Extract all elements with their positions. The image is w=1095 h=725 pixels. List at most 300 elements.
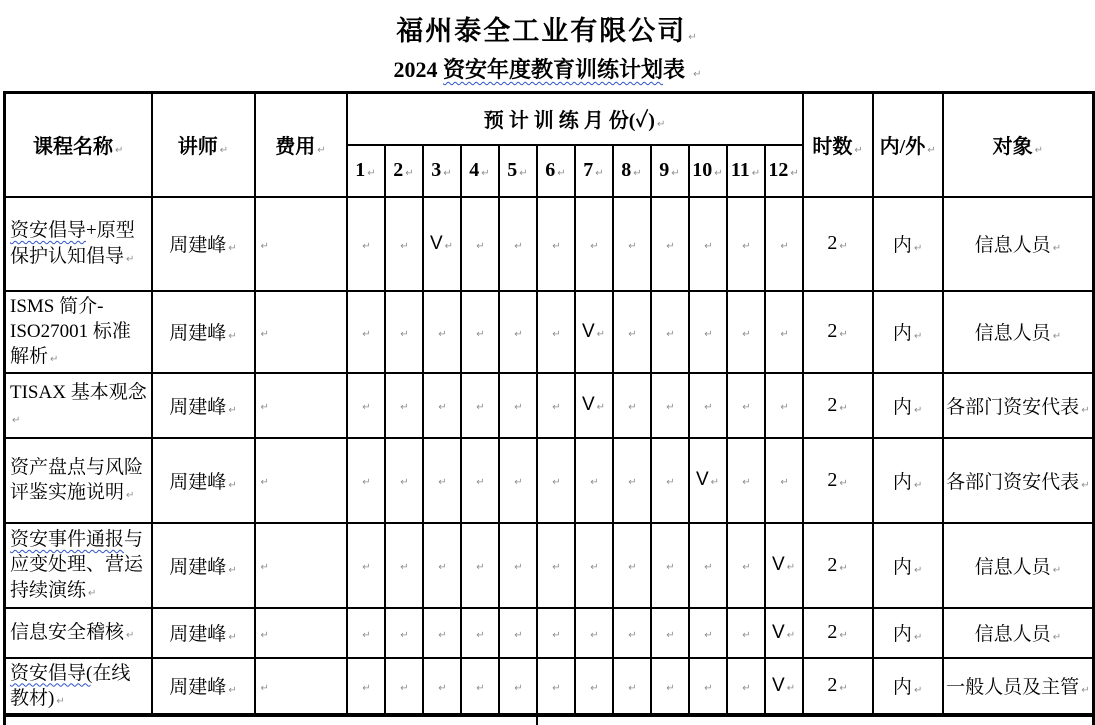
- paragraph-mark: ↵: [228, 564, 237, 576]
- paragraph-mark: ↵: [228, 685, 237, 697]
- paragraph-mark: ↵: [633, 168, 642, 179]
- col-header-hours-label: 时数: [812, 136, 853, 159]
- paragraph-mark: ↵: [1052, 331, 1062, 342]
- paragraph-mark: ↵: [742, 682, 751, 694]
- month-cell-6: [537, 658, 575, 716]
- paragraph-mark: ↵: [628, 402, 637, 413]
- paragraph-mark: ↵: [260, 240, 269, 252]
- paragraph-mark: ↵: [714, 168, 723, 179]
- month-cell-7: [575, 608, 613, 658]
- training-plan-table: [3, 91, 1095, 725]
- month-cell-6: [537, 197, 575, 291]
- paragraph-mark: ↵: [400, 629, 409, 641]
- month-number-label: 10: [692, 159, 713, 181]
- month-cell-9: [651, 291, 689, 373]
- paragraph-mark: ↵: [839, 477, 848, 489]
- col-header-course-label: 课程名称: [33, 136, 114, 159]
- hours-value: 2: [827, 468, 838, 491]
- month-cell-1: [347, 658, 385, 716]
- target-value: 信息人员: [974, 624, 1051, 645]
- course-text: 资产盘点与风险评鉴实施说明: [10, 456, 144, 503]
- col-header-instructor-label: 讲师: [177, 136, 218, 159]
- paragraph-mark: ↵: [913, 243, 923, 254]
- table-row: [5, 608, 1094, 658]
- paragraph-mark: ↵: [628, 477, 637, 488]
- paragraph-mark: ↵: [438, 682, 447, 694]
- col-header-month-12: [765, 145, 803, 197]
- paragraph-mark: ↵: [557, 168, 566, 179]
- month-cell-10: [689, 438, 727, 523]
- col-header-month-9: [651, 145, 689, 197]
- paragraph-mark: ↵: [742, 328, 751, 340]
- course-text: ISMS 简介-ISO27001 标准解析: [10, 295, 131, 368]
- next-section-cell-right: [537, 715, 1094, 725]
- paragraph-mark: ↵: [786, 682, 796, 694]
- check-mark: V: [772, 674, 785, 696]
- cost-cell: [255, 523, 347, 608]
- paragraph-mark: ↵: [476, 562, 485, 573]
- instructor-name: 周建峰: [169, 624, 227, 645]
- paragraph-mark: ↵: [790, 168, 799, 179]
- month-cell-6: [537, 523, 575, 608]
- paragraph-mark: ↵: [839, 402, 848, 414]
- month-cell-9: [651, 523, 689, 608]
- month-cell-12: [765, 658, 803, 716]
- cost-cell: [255, 373, 347, 438]
- paragraph-mark: ↵: [780, 402, 789, 413]
- month-cell-11: [727, 373, 765, 438]
- paragraph-mark: ↵: [552, 629, 561, 641]
- spellcheck-underline-text: 资安倡导(: [10, 662, 93, 684]
- month-cell-10: [689, 523, 727, 608]
- paragraph-mark: ↵: [514, 562, 523, 573]
- next-section-row: [5, 715, 1094, 725]
- company-title: [0, 0, 1095, 48]
- course-cell: [5, 197, 152, 291]
- paragraph-mark: ↵: [443, 168, 452, 179]
- col-header-instructor: [152, 93, 255, 197]
- col-header-month-2: [385, 145, 423, 197]
- month-cell-12: [765, 608, 803, 658]
- month-cell-10: [689, 291, 727, 373]
- paragraph-mark: ↵: [854, 145, 863, 157]
- paragraph-mark: ↵: [913, 404, 923, 416]
- inout-value: 内: [892, 624, 912, 645]
- month-cell-1: [347, 291, 385, 373]
- paragraph-mark: ↵: [742, 562, 751, 573]
- col-header-month-8: [613, 145, 651, 197]
- hours-cell: [803, 438, 873, 523]
- hours-cell: [803, 197, 873, 291]
- paragraph-mark: ↵: [704, 629, 713, 641]
- paragraph-mark: ↵: [780, 477, 789, 488]
- paragraph-mark: ↵: [400, 562, 409, 573]
- paragraph-mark: ↵: [476, 240, 485, 252]
- month-cell-8: [613, 608, 651, 658]
- instructor-cell: [152, 373, 255, 438]
- course-text: +原型保护认知倡导: [10, 220, 135, 267]
- month-cell-6: [537, 438, 575, 523]
- paragraph-mark: ↵: [786, 629, 796, 641]
- month-cell-6: [537, 291, 575, 373]
- month-cell-3: [423, 608, 461, 658]
- paragraph-mark: ↵: [228, 404, 237, 416]
- company-title-text: 福州泰全工业有限公司: [396, 16, 687, 46]
- month-cell-12: [765, 523, 803, 608]
- paragraph-mark: ↵: [400, 328, 409, 340]
- paragraph-mark: ↵: [362, 240, 371, 252]
- paragraph-mark: ↵: [260, 562, 269, 573]
- hours-value: 2: [827, 553, 838, 576]
- month-cell-5: [499, 438, 537, 523]
- paragraph-mark: ↵: [438, 402, 447, 413]
- col-header-target: [943, 93, 1094, 197]
- inout-cell: [873, 658, 943, 716]
- table-row: [5, 658, 1094, 716]
- month-cell-10: [689, 373, 727, 438]
- paragraph-mark: ↵: [839, 329, 848, 340]
- paragraph-mark: ↵: [1081, 404, 1090, 416]
- table-row: [5, 373, 1094, 438]
- col-header-months-group-label: 预 计 训 练 月 份(✓): [483, 110, 655, 133]
- paragraph-mark: ↵: [671, 168, 680, 179]
- paragraph-mark: ↵: [260, 682, 269, 694]
- month-number-label: 12: [768, 159, 789, 181]
- paragraph-mark: ↵: [88, 587, 97, 599]
- paragraph-mark: ↵: [666, 477, 675, 488]
- paragraph-mark: ↵: [12, 415, 21, 426]
- paragraph-mark: ↵: [228, 632, 237, 643]
- target-cell: [943, 608, 1094, 658]
- col-header-month-3: [423, 145, 461, 197]
- cost-cell: [255, 658, 347, 716]
- paragraph-mark: ↵: [514, 682, 523, 694]
- month-cell-1: [347, 197, 385, 291]
- target-value: 信息人员: [974, 323, 1051, 344]
- paragraph-mark: ↵: [628, 328, 637, 340]
- spellcheck-underline-text: 资安倡导: [10, 220, 87, 242]
- col-header-course: [5, 93, 152, 197]
- month-cell-5: [499, 523, 537, 608]
- col-header-month-10: [689, 145, 727, 197]
- paragraph-mark: ↵: [590, 477, 599, 488]
- target-value: 信息人员: [974, 235, 1051, 256]
- month-cell-6: [537, 608, 575, 658]
- paragraph-mark: ↵: [514, 477, 523, 488]
- table-row: [5, 523, 1094, 608]
- instructor-name: 周建峰: [169, 471, 227, 493]
- instructor-cell: [152, 197, 255, 291]
- paragraph-mark: ↵: [260, 402, 269, 413]
- target-cell: [943, 438, 1094, 523]
- instructor-name: 周建峰: [169, 323, 227, 344]
- instructor-cell: [152, 658, 255, 716]
- paragraph-mark: ↵: [362, 328, 371, 340]
- instructor-cell: [152, 608, 255, 658]
- paragraph-mark: ↵: [362, 477, 371, 488]
- table-row: [5, 197, 1094, 291]
- paragraph-mark: ↵: [56, 695, 65, 707]
- hours-value: 2: [827, 674, 838, 697]
- plan-subtitle-text: [394, 57, 686, 82]
- paragraph-mark: ↵: [228, 479, 237, 491]
- course-cell: [5, 373, 152, 438]
- month-cell-5: [499, 197, 537, 291]
- month-cell-8: [613, 658, 651, 716]
- paragraph-mark: ↵: [126, 253, 135, 265]
- paragraph-mark: ↵: [666, 629, 675, 641]
- paragraph-mark: ↵: [317, 145, 326, 157]
- month-number-label: 7: [583, 159, 594, 181]
- plan-subtitle: [0, 53, 1095, 84]
- target-cell: [943, 291, 1094, 373]
- paragraph-mark: ↵: [1081, 685, 1090, 697]
- paragraph-mark: ↵: [742, 477, 751, 488]
- col-header-hours: [803, 93, 873, 197]
- paragraph-mark: ↵: [552, 240, 561, 252]
- month-cell-3: [423, 438, 461, 523]
- col-header-months-group: [347, 93, 803, 145]
- inout-cell: [873, 438, 943, 523]
- paragraph-mark: ↵: [596, 328, 606, 340]
- paragraph-mark: ↵: [552, 562, 561, 573]
- paragraph-mark: ↵: [228, 243, 237, 254]
- month-cell-12: [765, 197, 803, 291]
- paragraph-mark: ↵: [742, 629, 751, 641]
- month-number-label: 11: [730, 159, 750, 181]
- col-header-inout-label: 内/外: [879, 136, 926, 159]
- paragraph-mark: ↵: [913, 685, 923, 697]
- paragraph-mark: ↵: [126, 629, 135, 641]
- month-cell-5: [499, 291, 537, 373]
- paragraph-mark: ↵: [656, 119, 666, 131]
- month-cell-11: [727, 523, 765, 608]
- paragraph-mark: ↵: [1081, 479, 1090, 491]
- spellcheck-underline-text: 资安事件通报: [10, 529, 125, 551]
- paragraph-mark: ↵: [552, 328, 561, 340]
- instructor-name: 周建峰: [169, 556, 227, 578]
- paragraph-mark: ↵: [839, 683, 848, 695]
- month-cell-7: [575, 291, 613, 373]
- month-cell-11: [727, 438, 765, 523]
- check-mark: V: [772, 621, 785, 643]
- paragraph-mark: ↵: [913, 632, 923, 643]
- paragraph-mark: ↵: [514, 328, 523, 340]
- check-mark: V: [695, 469, 709, 490]
- paragraph-mark: ↵: [115, 145, 124, 157]
- hours-cell: [803, 658, 873, 716]
- paragraph-mark: ↵: [628, 562, 637, 573]
- month-number-label: 1: [355, 159, 366, 181]
- course-cell: [5, 658, 152, 716]
- paragraph-mark: ↵: [260, 477, 269, 488]
- check-mark: V: [772, 554, 785, 575]
- col-header-month-11: [727, 145, 765, 197]
- col-header-cost-label: 费用: [275, 136, 316, 159]
- paragraph-mark: ↵: [596, 402, 606, 413]
- paragraph-mark: ↵: [405, 168, 414, 179]
- month-cell-8: [613, 523, 651, 608]
- paragraph-mark: ↵: [514, 402, 523, 413]
- paragraph-mark: ↵: [362, 682, 371, 694]
- paragraph-mark: ↵: [666, 402, 675, 413]
- paragraph-mark: ↵: [839, 562, 848, 574]
- month-cell-8: [613, 373, 651, 438]
- paragraph-mark: ↵: [362, 562, 371, 573]
- month-cell-1: [347, 523, 385, 608]
- course-cell: [5, 523, 152, 608]
- paragraph-mark: ↵: [444, 240, 454, 252]
- paragraph-mark: ↵: [400, 240, 409, 252]
- month-cell-6: [537, 373, 575, 438]
- month-number-label: 5: [507, 159, 518, 181]
- month-cell-7: [575, 197, 613, 291]
- paragraph-mark: ↵: [742, 402, 751, 413]
- target-value: 各部门资安代表: [946, 471, 1080, 493]
- month-cell-12: [765, 438, 803, 523]
- paragraph-mark: ↵: [400, 477, 409, 488]
- month-cell-9: [651, 608, 689, 658]
- course-text: 与应变处理、营运持续演练: [10, 529, 144, 601]
- paragraph-mark: ↵: [1052, 632, 1062, 643]
- col-header-cost: [255, 93, 347, 197]
- inout-cell: [873, 291, 943, 373]
- month-cell-8: [613, 197, 651, 291]
- paragraph-mark: ↵: [126, 490, 135, 501]
- month-cell-7: [575, 373, 613, 438]
- month-cell-8: [613, 438, 651, 523]
- header-row-top: [5, 93, 1094, 145]
- paragraph-mark: ↵: [666, 328, 675, 340]
- month-cell-10: [689, 197, 727, 291]
- month-cell-11: [727, 291, 765, 373]
- paragraph-mark: ↵: [50, 354, 59, 366]
- month-cell-5: [499, 608, 537, 658]
- inout-value: 内: [892, 235, 912, 256]
- paragraph-mark: ↵: [514, 240, 523, 252]
- course-text: 在线教材): [10, 662, 131, 709]
- col-header-month-6: [537, 145, 575, 197]
- paragraph-mark: ↵: [839, 630, 848, 641]
- inout-cell: [873, 197, 943, 291]
- month-cell-1: [347, 438, 385, 523]
- paragraph-mark: ↵: [742, 240, 751, 252]
- col-header-month-4: [461, 145, 499, 197]
- month-cell-5: [499, 373, 537, 438]
- month-number-label: 3: [431, 159, 442, 181]
- month-cell-2: [385, 197, 423, 291]
- paragraph-mark: ↵: [710, 477, 720, 488]
- paragraph-mark: ↵: [260, 328, 269, 340]
- paragraph-mark: ↵: [751, 168, 761, 179]
- month-cell-8: [613, 291, 651, 373]
- paragraph-mark: ↵: [476, 402, 485, 413]
- month-number-label: 8: [621, 159, 632, 181]
- month-cell-11: [727, 608, 765, 658]
- paragraph-mark: ↵: [519, 168, 528, 179]
- paragraph-mark: ↵: [362, 402, 371, 413]
- month-number-label: 6: [545, 159, 556, 181]
- paragraph-mark: ↵: [438, 629, 447, 641]
- month-cell-3: [423, 197, 461, 291]
- target-value: 一般人员及主管: [946, 677, 1080, 699]
- paragraph-mark: ↵: [688, 32, 699, 43]
- hours-value: 2: [827, 320, 838, 342]
- col-header-month-7: [575, 145, 613, 197]
- inout-value: 内: [892, 471, 912, 493]
- check-mark: V: [581, 394, 595, 415]
- spellcheck-underline-text: 资安年度教育训练计划: [443, 57, 664, 82]
- paragraph-mark: ↵: [438, 562, 447, 573]
- month-cell-4: [461, 438, 499, 523]
- paragraph-mark: ↵: [514, 629, 523, 641]
- target-value: 各部门资安代表: [946, 396, 1080, 418]
- paragraph-mark: ↵: [552, 402, 561, 413]
- course-text: TISAX 基本观念: [10, 381, 147, 403]
- month-cell-11: [727, 658, 765, 716]
- paragraph-mark: ↵: [780, 240, 789, 252]
- paragraph-mark: ↵: [219, 145, 229, 157]
- month-cell-2: [385, 658, 423, 716]
- instructor-cell: [152, 523, 255, 608]
- month-cell-9: [651, 197, 689, 291]
- month-cell-4: [461, 197, 499, 291]
- month-cell-7: [575, 438, 613, 523]
- hours-cell: [803, 291, 873, 373]
- month-cell-2: [385, 373, 423, 438]
- instructor-name: 周建峰: [169, 396, 227, 418]
- col-header-month-1: [347, 145, 385, 197]
- month-cell-7: [575, 658, 613, 716]
- cost-cell: [255, 197, 347, 291]
- paragraph-mark: ↵: [260, 629, 269, 641]
- next-section-cell-left: [5, 715, 537, 725]
- paragraph-mark: ↵: [839, 241, 848, 252]
- paragraph-mark: ↵: [666, 682, 675, 694]
- paragraph-mark: ↵: [693, 69, 702, 80]
- cost-cell: [255, 291, 347, 373]
- month-number-label: 2: [393, 159, 404, 181]
- course-cell: [5, 608, 152, 658]
- paragraph-mark: ↵: [704, 402, 713, 413]
- paragraph-mark: ↵: [438, 328, 447, 340]
- paragraph-mark: ↵: [628, 240, 637, 252]
- month-cell-3: [423, 373, 461, 438]
- paragraph-mark: ↵: [362, 629, 371, 641]
- paragraph-mark: ↵: [628, 629, 637, 641]
- paragraph-mark: ↵: [552, 682, 561, 694]
- hours-value: 2: [827, 232, 838, 254]
- hours-cell: [803, 523, 873, 608]
- paragraph-mark: ↵: [590, 562, 599, 573]
- cost-cell: [255, 438, 347, 523]
- paragraph-mark: ↵: [1052, 243, 1062, 254]
- month-cell-9: [651, 658, 689, 716]
- month-cell-2: [385, 291, 423, 373]
- paragraph-mark: ↵: [476, 629, 485, 641]
- month-cell-5: [499, 658, 537, 716]
- inout-cell: [873, 373, 943, 438]
- paragraph-mark: ↵: [913, 479, 923, 491]
- target-cell: [943, 523, 1094, 608]
- paragraph-mark: ↵: [1052, 564, 1062, 576]
- paragraph-mark: ↵: [590, 240, 599, 252]
- instructor-cell: [152, 438, 255, 523]
- check-mark: V: [429, 232, 443, 254]
- cost-cell: [255, 608, 347, 658]
- col-header-month-5: [499, 145, 537, 197]
- month-cell-4: [461, 608, 499, 658]
